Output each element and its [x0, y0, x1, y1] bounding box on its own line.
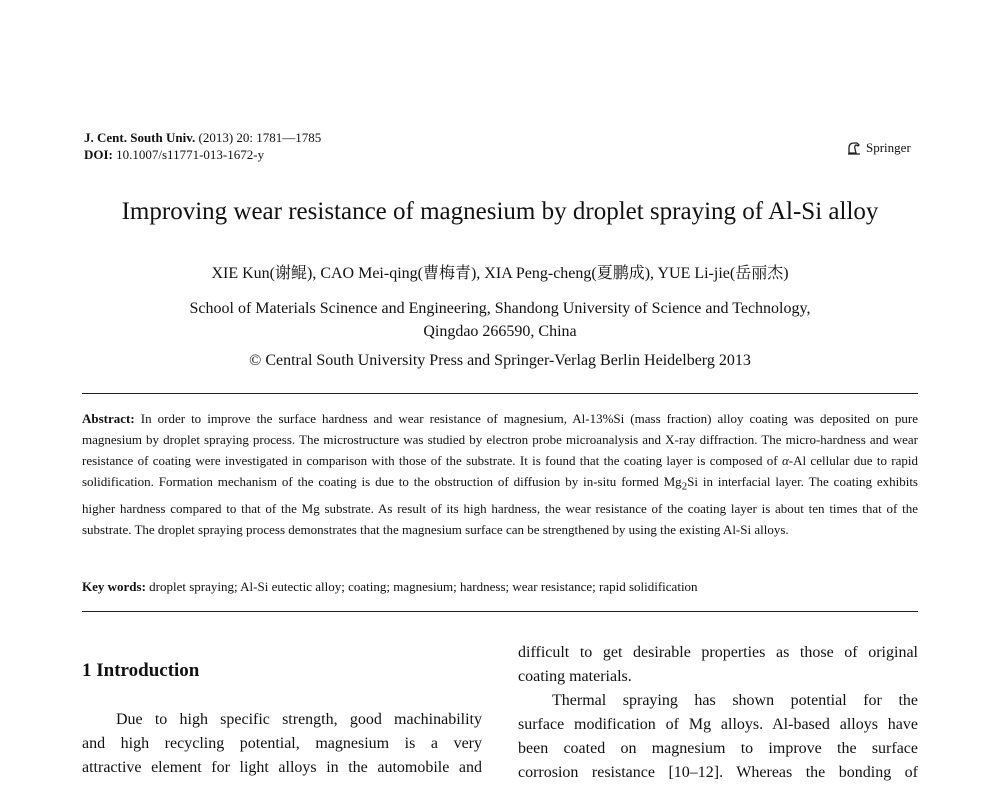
abstract-subscript: 2 — [681, 480, 688, 493]
intro-left-column — [82, 708, 482, 780]
publisher-logo — [846, 140, 911, 156]
affiliation — [0, 297, 1000, 343]
intro-right-line: surface modification of Mg alloys. Al-based alloys have — [518, 716, 918, 733]
keywords — [82, 578, 918, 596]
journal-citation-block — [84, 129, 321, 163]
abstract-text-1: In order to improve the surface hardness and wear resistance of magnesium, Al-13%Si (mass fraction) alloy coating was deposited on pure magnesium by droplet spraying process. The microstructure was studied by electron probe microanalysis and X-ray diffraction. The micro-hardness and wear resistance of coating were investigated in comparison with those of the substrate. It is found that the coating layer is composed of — [82, 411, 918, 468]
intro-right-line: coating materials. — [518, 668, 632, 685]
top-divider — [82, 393, 918, 394]
intro-left-line: Due to high specific strength, good machinability — [116, 711, 482, 728]
intro-right-line: been coated on magnesium to improve the surface — [518, 740, 918, 757]
intro-right-line: corrosion resistance [10‒12]. Whereas the bonding of — [518, 764, 918, 781]
doi-line — [84, 146, 321, 163]
bottom-divider — [82, 611, 918, 612]
citation-text: (2013) 20: 1781—1785 — [198, 130, 322, 145]
abstract-text-3: Si in interfacial layer. The coating exhibits higher hardness compared to that of the Mg substrate. As result of its high hardness, the wear resistance of the coating layer is about ten times that of the substrate. The droplet spraying process demonstrates that the magnesium surface can be strengthened by using the existing Al-Si alloys. — [82, 474, 918, 537]
keywords-label: Key words: — [82, 579, 146, 594]
intro-right-line: difficult to get desirable properties as those of original — [518, 644, 918, 661]
publisher-name: Springer — [866, 140, 911, 155]
intro-right-line: Thermal spraying has shown potential for the — [552, 692, 918, 709]
abstract-label: Abstract: — [82, 411, 135, 426]
abstract-alpha: α — [781, 453, 789, 468]
paper-title: Improving wear resistance of magnesium by droplet spraying of Al-Si alloy — [121, 198, 879, 225]
affiliation-line-2: Qingdao 266590, China — [423, 323, 577, 340]
intro-left-line: and high recycling potential, magnesium is a very — [82, 735, 482, 752]
intro-right-column — [518, 641, 918, 785]
intro-left-line: attractive element for light alloys in the automobile and — [82, 759, 482, 776]
abstract — [82, 408, 918, 540]
journal-citation-line — [84, 129, 321, 146]
doi-value: 10.1007/s11771-013-1672-y — [116, 147, 265, 162]
author-list: XIE Kun(谢鲲), CAO Mei-qing(曹梅青), XIA Peng-cheng(夏鹏成), YUE Li-jie(岳丽杰) — [211, 265, 789, 282]
copyright-notice: © Central South University Press and Springer-Verlag Berlin Heidelberg 2013 — [249, 352, 751, 369]
springer-horse-icon — [846, 140, 862, 156]
journal-name: J. Cent. South Univ. — [84, 130, 196, 145]
doi-label: DOI: — [84, 147, 113, 162]
section-heading-introduction: 1 Introduction — [82, 660, 200, 681]
keywords-text: droplet spraying; Al-Si eutectic alloy; coating; magnesium; hardness; wear resistance; rapid solidification — [145, 579, 698, 594]
affiliation-line-1: School of Materials Scinence and Engineering, Shandong University of Science and Technology, — [189, 300, 811, 317]
abstract-text-2: -Al cellular due to rapid solidification. Formation mechanism of the coating is due to the obstruction of diffusion by in-situ formed Mg — [82, 453, 918, 489]
